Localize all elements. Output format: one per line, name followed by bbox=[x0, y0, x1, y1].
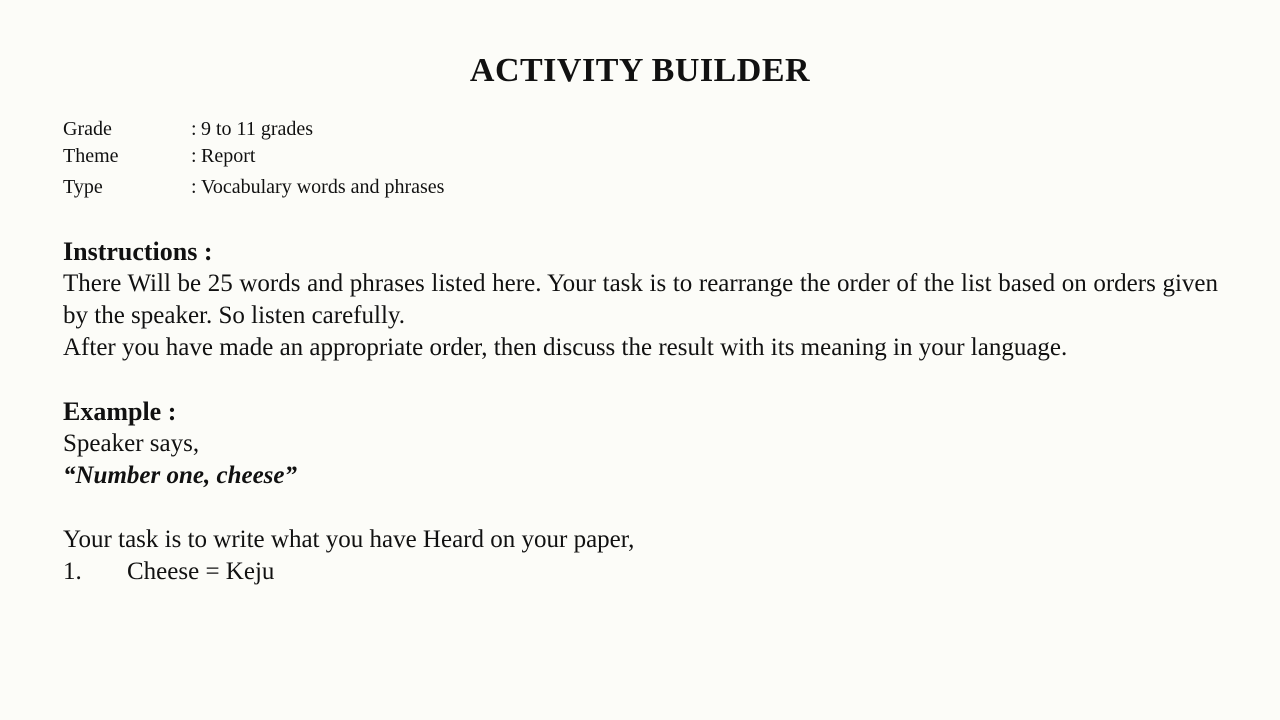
example-quote: “Number one, cheese” bbox=[63, 462, 297, 489]
meta-label-grade: Grade bbox=[63, 118, 112, 140]
list-item-text: Cheese = Keju bbox=[127, 558, 275, 585]
section-spacer bbox=[63, 492, 1218, 524]
document-body bbox=[63, 236, 1218, 588]
meta-value-grade: 9 to 11 grades bbox=[201, 118, 314, 140]
meta-label-type: Type bbox=[63, 176, 103, 198]
task-line: Your task is to write what you have Heard on your paper, bbox=[63, 526, 635, 553]
section-spacer bbox=[63, 364, 1218, 396]
instructions-heading: Instructions : bbox=[63, 237, 213, 266]
meta-label-theme: Theme bbox=[63, 145, 119, 167]
list-item bbox=[63, 556, 1218, 588]
example-speaker-line: Speaker says, bbox=[63, 430, 200, 457]
meta-separator: : bbox=[191, 176, 197, 198]
meta-row-type bbox=[63, 174, 444, 201]
meta-row-grade bbox=[63, 116, 444, 143]
document-title: ACTIVITY BUILDER bbox=[469, 52, 811, 89]
meta-separator: : bbox=[191, 118, 197, 140]
meta-value-theme: Report bbox=[201, 145, 256, 167]
list-item-number: 1. bbox=[63, 558, 82, 585]
meta-separator: : bbox=[191, 145, 197, 167]
instructions-paragraph-2: After you have made an appropriate order, then discuss the result with its meaning in your language. bbox=[63, 334, 1068, 361]
example-heading: Example : bbox=[63, 397, 177, 426]
meta-row-theme bbox=[63, 143, 444, 170]
meta-value-type: Vocabulary words and phrases bbox=[201, 176, 445, 198]
metadata-block bbox=[63, 116, 444, 201]
instructions-paragraph-1: There Will be 25 words and phrases listed here. Your task is to rearrange the order of the list based on orders given by the speaker. So listen carefully. bbox=[63, 270, 1218, 329]
